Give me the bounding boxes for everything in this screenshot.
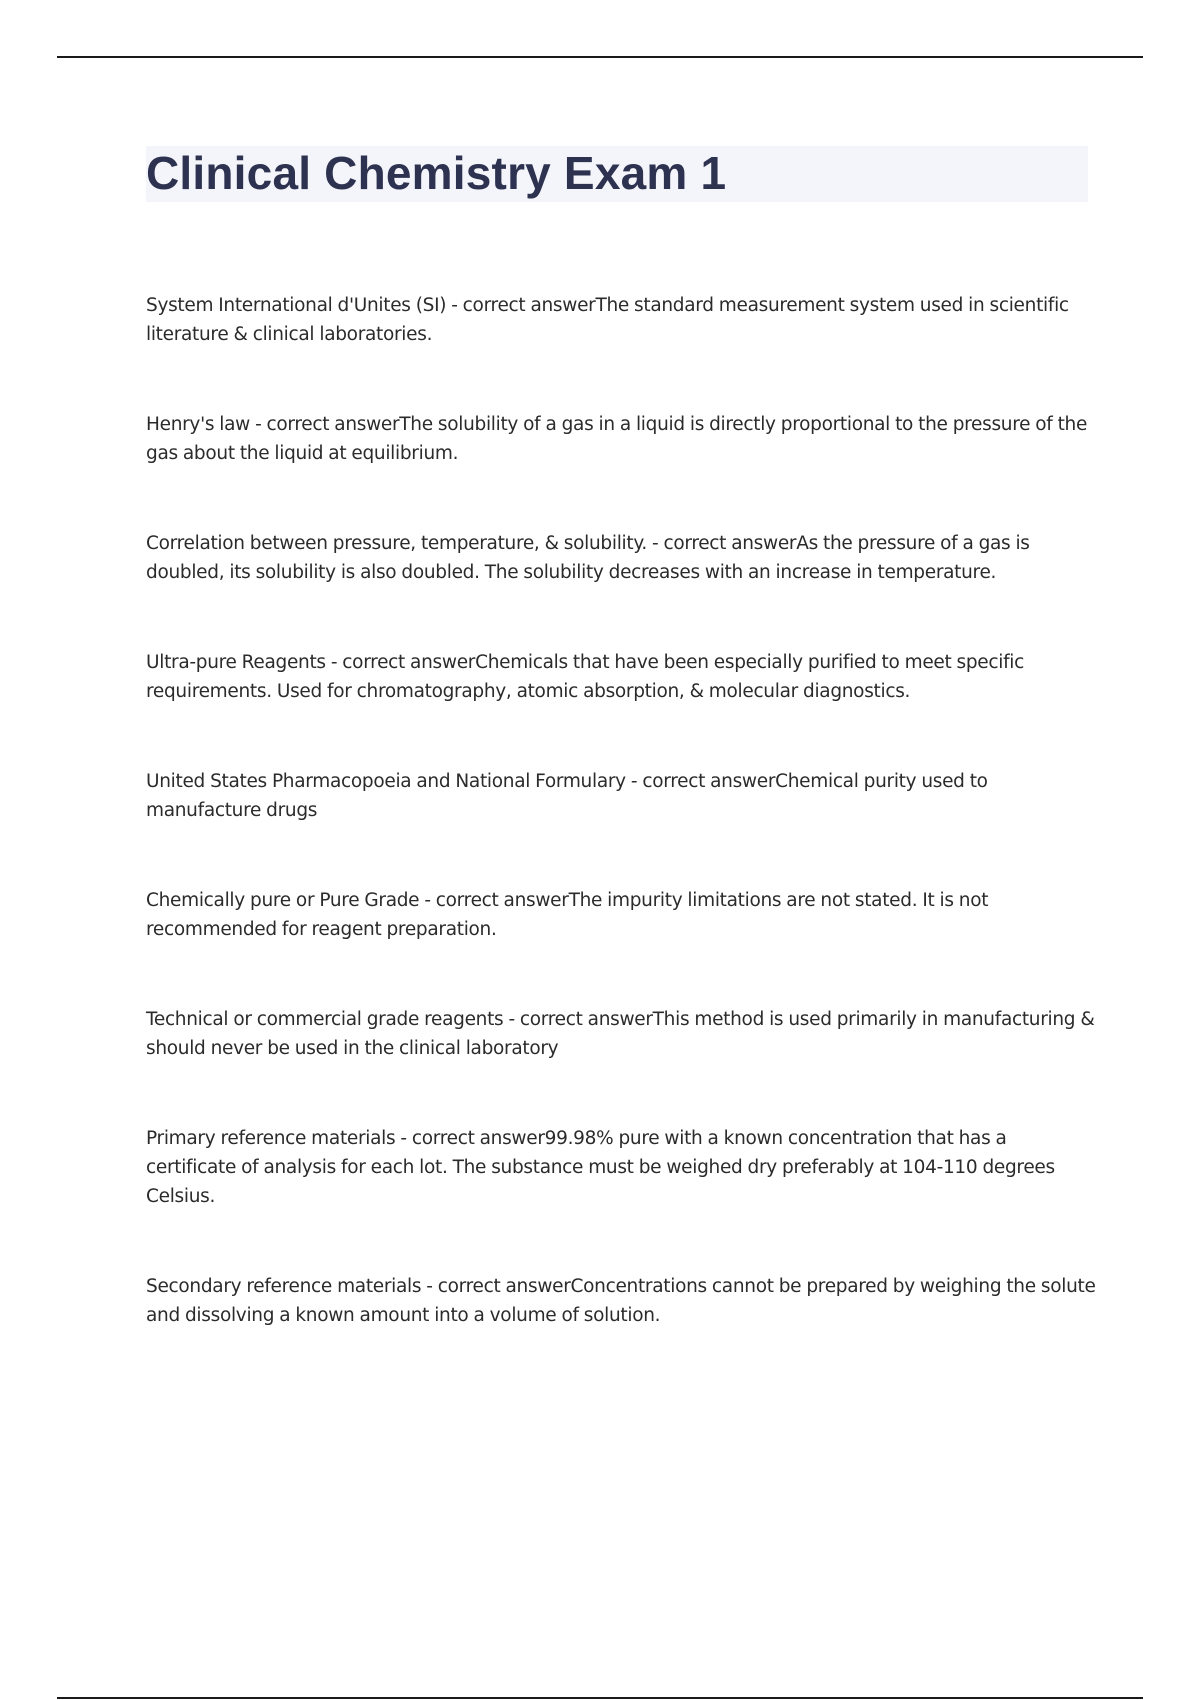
flashcard-entry: United States Pharmacopoeia and National Formulary - correct answerChemical purity used to manufacture drugs [146,771,988,821]
flashcard-entry: Ultra-pure Reagents - correct answerChemicals that have been especially purified to meet specific requirements. Used for chromatography, atomic absorption, & molecular diagnostics. [146,652,1025,702]
page-title: Clinical Chemistry Exam 1 [146,147,727,199]
flashcard-entry: System International d'Unites (SI) - correct answerThe standard measurement system used in scientific literature & clinical laboratories. [146,295,1069,345]
flashcard-entry: Correlation between pressure, temperature, & solubility. - correct answerAs the pressure of a gas is doubled, its solubility is also doubled. The solubility decreases with an increase in temperature. [146,533,1030,583]
flashcard-entry: Chemically pure or Pure Grade - correct answerThe impurity limitations are not stated. It is not recommended for reagent preparation. [146,890,989,940]
flashcard-entry: Henry's law - correct answerThe solubility of a gas in a liquid is directly proportional to the pressure of the gas about the liquid at equilibrium. [146,414,1088,464]
flashcard-entry: Secondary reference materials - correct answerConcentrations cannot be prepared by weighing the solute and dissolving a known amount into a volume of solution. [146,1276,1096,1326]
flashcard-list [146,291,1096,1391]
flashcard-entry: Technical or commercial grade reagents - correct answerThis method is used primarily in manufacturing & should never be used in the clinical laboratory [146,1009,1095,1059]
flashcard-entry: Primary reference materials - correct answer99.98% pure with a known concentration that has a certificate of analysis for each lot. The substance must be weighed dry preferably at 104-110 degrees Celsius. [146,1128,1055,1207]
top-rule [57,56,1143,58]
bottom-rule [57,1697,1143,1699]
